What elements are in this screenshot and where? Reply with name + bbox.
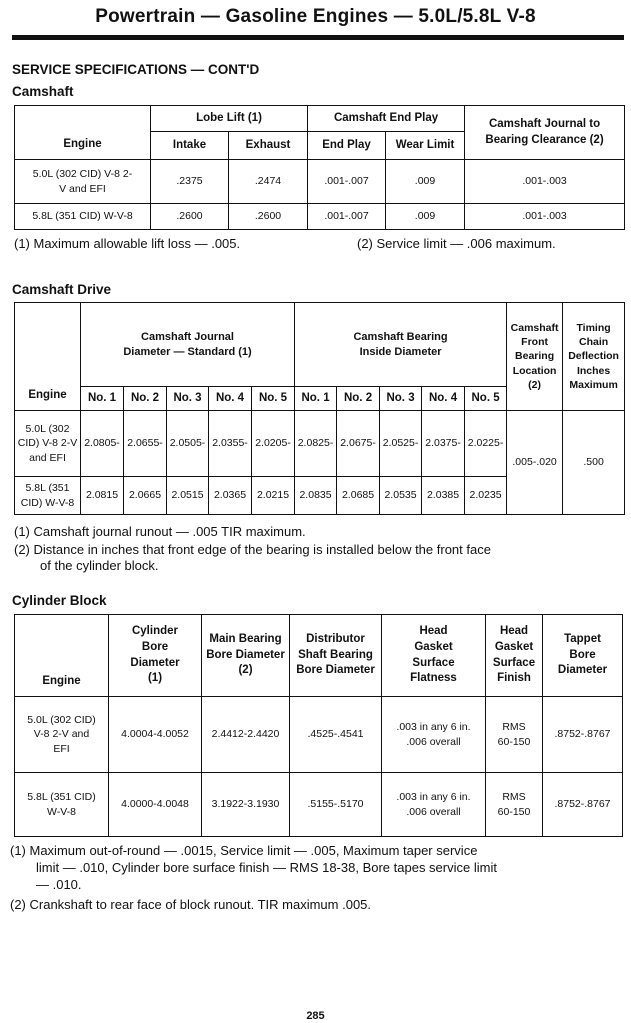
drive-header-bearing-no2: No. 2: [337, 387, 380, 411]
drive-header-journal-group: Camshaft Journal Diameter — Standard (1): [81, 303, 295, 387]
drive-bearing: 2.0535: [380, 477, 422, 515]
table-row: [15, 204, 625, 230]
block-main: 2.4412-2.4420: [202, 697, 290, 773]
drive-journal: 2.0665: [124, 477, 167, 515]
block-tappet: .8752-.8767: [543, 773, 623, 837]
drive-journal: 2.0655-: [124, 411, 167, 477]
drive-bearing: 2.0675-: [337, 411, 380, 477]
cylinder-block-table: [14, 614, 623, 837]
block-note-1: (1) Maximum out-of-round — .0015, Service limit — .005, Maximum taper service: [10, 843, 478, 858]
block-flatness: .003 in any 6 in. .006 overall: [382, 773, 486, 837]
drive-journal: 2.0365: [209, 477, 252, 515]
table-row: [15, 160, 625, 204]
camshaft-clearance: .001-.003: [465, 204, 625, 230]
camshaft-exhaust: .2600: [229, 204, 308, 230]
drive-bearing: 2.0385: [422, 477, 465, 515]
drive-engine: 5.8L (351 CID) W-V-8: [15, 477, 81, 515]
camshaft-header-intake: Intake: [151, 132, 229, 160]
drive-bearing: 2.0525-: [380, 411, 422, 477]
title-rule: [12, 35, 624, 40]
drive-engine: 5.0L (302 CID) V-8 2-V and EFI: [15, 411, 81, 477]
block-header-distributor: Distributor Shaft Bearing Bore Diameter: [290, 615, 382, 697]
block-dist: .4525-.4541: [290, 697, 382, 773]
camshaft-intake: .2600: [151, 204, 229, 230]
camshaft-title: Camshaft: [12, 84, 74, 99]
drive-header-front-bearing: Camshaft Front Bearing Location (2): [507, 303, 563, 411]
drive-header-timing-chain: Timing Chain Deflection Inches Maximum: [563, 303, 625, 411]
table-row: [15, 697, 623, 773]
block-engine: 5.0L (302 CID) V-8 2-V and EFI: [15, 697, 109, 773]
block-engine: 5.8L (351 CID) W-V-8: [15, 773, 109, 837]
drive-note-2-cont: of the cylinder block.: [40, 558, 159, 573]
camshaft-exhaust: .2474: [229, 160, 308, 204]
drive-bearing: 2.0835: [295, 477, 337, 515]
camshaft-table: [14, 105, 625, 230]
camshaft-header-engine: Engine: [15, 106, 151, 160]
drive-journal: 2.0505-: [167, 411, 209, 477]
block-bore: 4.0000-4.0048: [109, 773, 202, 837]
drive-header-bearing-no4: No. 4: [422, 387, 465, 411]
drive-timing-chain-value: .500: [563, 411, 625, 515]
drive-journal: 2.0805-: [81, 411, 124, 477]
drive-bearing: 2.0225-: [465, 411, 507, 477]
table-row: [15, 411, 625, 477]
camshaft-note-2: (2) Service limit — .006 maximum.: [357, 236, 556, 251]
drive-note-1: (1) Camshaft journal runout — .005 TIR maximum.: [14, 524, 306, 539]
section-title: SERVICE SPECIFICATIONS — CONT'D: [12, 62, 260, 77]
block-bore: 4.0004-4.0052: [109, 697, 202, 773]
block-header-tappet: Tappet Bore Diameter: [543, 615, 623, 697]
drive-header-bearing-no1: No. 1: [295, 387, 337, 411]
block-note-1-end: — .010.: [36, 877, 82, 892]
table-row: [15, 773, 623, 837]
drive-bearing: 2.0825-: [295, 411, 337, 477]
camshaft-header-end-play: End Play: [308, 132, 386, 160]
drive-bearing: 2.0235: [465, 477, 507, 515]
block-header-finish: Head Gasket Surface Finish: [486, 615, 543, 697]
block-main: 3.1922-3.1930: [202, 773, 290, 837]
drive-journal: 2.0515: [167, 477, 209, 515]
block-finish: RMS 60-150: [486, 697, 543, 773]
drive-journal: 2.0215: [252, 477, 295, 515]
drive-header-bearing-no5: No. 5: [465, 387, 507, 411]
drive-header-journal-no5: No. 5: [252, 387, 295, 411]
block-dist: .5155-.5170: [290, 773, 382, 837]
camshaft-header-exhaust: Exhaust: [229, 132, 308, 160]
camshaft-header-wear-limit: Wear Limit: [386, 132, 465, 160]
drive-bearing: 2.0375-: [422, 411, 465, 477]
drive-journal: 2.0205-: [252, 411, 295, 477]
camshaft-drive-title: Camshaft Drive: [12, 282, 112, 297]
drive-front-bearing-value: .005-.020: [507, 411, 563, 515]
drive-note-2: (2) Distance in inches that front edge of the bearing is installed below the front face: [14, 542, 491, 557]
camshaft-clearance: .001-.003: [465, 160, 625, 204]
block-header-bore: Cylinder Bore Diameter (1): [109, 615, 202, 697]
block-tappet: .8752-.8767: [543, 697, 623, 773]
drive-header-journal-no1: No. 1: [81, 387, 124, 411]
block-header-flatness: Head Gasket Surface Flatness: [382, 615, 486, 697]
block-finish: RMS 60-150: [486, 773, 543, 837]
camshaft-drive-table: [14, 302, 625, 515]
drive-journal: 2.0815: [81, 477, 124, 515]
cylinder-block-title: Cylinder Block: [12, 593, 107, 608]
block-header-main-bearing: Main Bearing Bore Diameter (2): [202, 615, 290, 697]
block-note-2: (2) Crankshaft to rear face of block runout. TIR maximum .005.: [10, 897, 372, 912]
camshaft-end-play: .001-.007: [308, 160, 386, 204]
drive-header-bearing-no3: No. 3: [380, 387, 422, 411]
camshaft-wear-limit: .009: [386, 160, 465, 204]
block-note-1-cont: limit — .010, Cylinder bore surface finish — RMS 18-38, Bore tapes service limit: [36, 860, 497, 875]
drive-bearing: 2.0685: [337, 477, 380, 515]
camshaft-note-1: (1) Maximum allowable lift loss — .005.: [14, 236, 241, 251]
camshaft-end-play: .001-.007: [308, 204, 386, 230]
page-title: Powertrain — Gasoline Engines — 5.0L/5.8L V-8: [95, 6, 536, 27]
camshaft-wear-limit: .009: [386, 204, 465, 230]
drive-journal: 2.0355-: [209, 411, 252, 477]
drive-header-journal-no3: No. 3: [167, 387, 209, 411]
drive-header-bearing-group: Camshaft Bearing Inside Diameter: [295, 303, 507, 387]
camshaft-header-lobe-lift: Lobe Lift (1): [151, 106, 308, 132]
block-header-engine: Engine: [15, 615, 109, 697]
camshaft-engine: 5.0L (302 CID) V-8 2-V and EFI: [15, 160, 151, 204]
page-number: 285: [306, 1010, 325, 1022]
block-flatness: .003 in any 6 in. .006 overall: [382, 697, 486, 773]
camshaft-engine: 5.8L (351 CID) W-V-8: [15, 204, 151, 230]
camshaft-header-journal-clearance: Camshaft Journal to Bearing Clearance (2): [465, 106, 625, 160]
camshaft-intake: .2375: [151, 160, 229, 204]
drive-header-engine: Engine: [15, 303, 81, 411]
camshaft-header-end-play-group: Camshaft End Play: [308, 106, 465, 132]
drive-header-journal-no4: No. 4: [209, 387, 252, 411]
drive-header-journal-no2: No. 2: [124, 387, 167, 411]
